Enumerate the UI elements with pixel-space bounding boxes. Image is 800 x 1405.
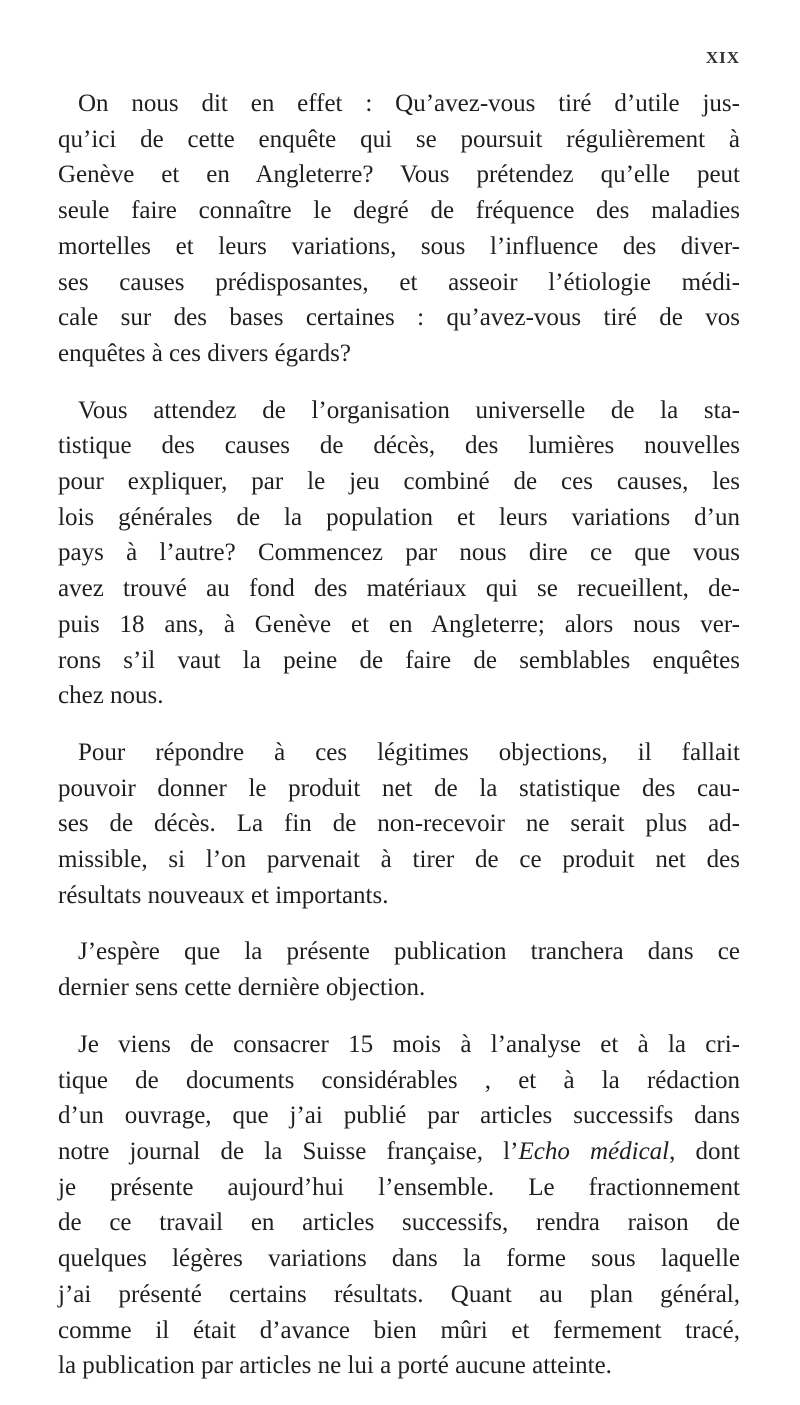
text-segment: , dont: [669, 1137, 740, 1165]
text-line: Pour répondre à ces légitimes objections, il fallait: [78, 738, 740, 766]
text-line: tique de documents considérables , et à la rédaction: [58, 1066, 740, 1094]
journal-title: Echo médical: [518, 1137, 670, 1165]
text-line: rons s’il vaut la peine de faire de semblables enquêtes: [58, 646, 740, 674]
text-line-with-title: [58, 1134, 740, 1170]
text-line: Genève et en Angleterre? Vous prétendez qu’elle peut: [58, 161, 740, 189]
text-line: pouvoir donner le produit net de la statistique des cau-: [58, 774, 740, 802]
text-line: puis 18 ans, à Genève et en Angleterre; alors nous ver-: [58, 610, 740, 638]
paragraph-2: [58, 393, 740, 714]
text-line: missible, si l’on parvenait à tirer de ce produit net des: [58, 846, 740, 874]
page-number: XIX: [705, 48, 740, 67]
text-line: enquêtes à ces divers égards?: [58, 339, 351, 367]
text-line: ses de décès. La fin de non-recevoir ne serait plus ad-: [58, 810, 740, 838]
text-line: pour expliquer, par le jeu combiné de ces causes, les: [58, 468, 740, 496]
text-line: qu’ici de cette enquête qui se poursuit régulièrement à: [58, 125, 740, 153]
text-line: je présente aujourd’hui l’ensemble. Le fractionnement: [58, 1173, 740, 1201]
text-line: seule faire connaître le degré de fréquence des maladies: [58, 197, 740, 225]
text-line: j’ai présenté certains résultats. Quant au plan général,: [58, 1280, 740, 1308]
text-line: avez trouvé au fond des matériaux qui se recueillent, de-: [58, 575, 740, 603]
text-line: comme il était d’avance bien mûri et fermement tracé,: [58, 1316, 740, 1344]
text-line: ses causes prédisposantes, et asseoir l’étiologie médi-: [58, 268, 740, 296]
text-line: de ce travail en articles successifs, rendra raison de: [58, 1209, 740, 1237]
text-line: quelques légères variations dans la forme sous laquelle: [58, 1245, 740, 1273]
text-line: la publication par articles ne lui a porté aucune atteinte.: [58, 1352, 612, 1380]
text-line: cale sur des bases certaines : qu’avez-vous tiré de vos: [58, 304, 740, 332]
text-line: tistique des causes de décès, des lumières nouvelles: [58, 432, 740, 460]
text-line: J’espère que la présente publication tranchera dans ce: [78, 938, 740, 966]
paragraph-5: [58, 1027, 740, 1384]
text-line: On nous dit en effet : Qu’avez-vous tiré d’utile jus-: [78, 90, 740, 117]
text-line: résultats nouveaux et importants.: [58, 881, 389, 909]
text-line: d’un ouvrage, que j’ai publié par articles successifs dans: [58, 1102, 740, 1130]
text-segment: notre journal de la Suisse française, l’: [58, 1137, 519, 1165]
text-line: lois générales de la population et leurs variations d’un: [58, 503, 740, 531]
text-line: pays à l’autre? Commencez par nous dire ce que vous: [58, 539, 740, 567]
text-line: chez nous.: [58, 682, 164, 710]
text-line: dernier sens cette dernière objection.: [58, 974, 426, 1002]
text-line: Je viens de consacrer 15 mois à l’analyse et à la cri-: [78, 1030, 740, 1058]
paragraph-1: [58, 86, 740, 372]
paragraph-4: [58, 934, 740, 1005]
text-line: Vous attendez de l’organisation universelle de la sta-: [78, 396, 740, 424]
paragraph-3: [58, 735, 740, 914]
body-text: [58, 86, 740, 1405]
text-line: mortelles et leurs variations, sous l’influence des diver-: [58, 232, 740, 260]
